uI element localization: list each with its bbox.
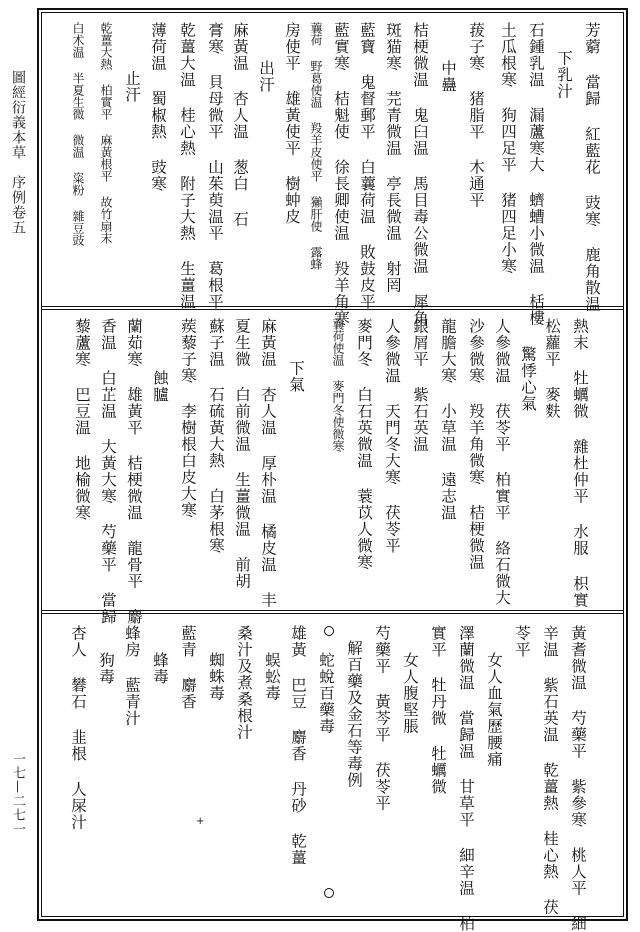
circle-marker <box>324 888 334 898</box>
text-column: 雄黃 巴豆 麝香 丹砂 乾薑 <box>289 625 307 866</box>
section-heading: 解百藥及金石等毒例 <box>345 640 363 789</box>
margin-page-number: 一七—二七一 <box>10 752 25 836</box>
text-column: 石鍾乳温 漏蘆寒大 蠐螬小微温 栝樓 <box>527 22 545 327</box>
text-column: 銀屑平 紫石英温 <box>411 318 429 453</box>
text-column: 桔梗微温 鬼臼温 馬目毒公微温 犀角 <box>411 22 429 327</box>
text-column: 夏生微 白前微温 生薑微温 前胡 <box>233 318 251 590</box>
text-column: 斑猫寒 芫青微温 亭長微温 射罔 <box>384 22 402 294</box>
plus-mark: + <box>196 816 205 827</box>
text-column: 膏寒 貝母微平 山茱萸温平 葛根平 <box>206 22 224 310</box>
section-heading: 蜘蛛毒 <box>207 652 225 702</box>
text-column: 麥門冬 白石英微温 蓑苡人微寒 <box>355 318 373 571</box>
text-column: 芍藥平 黃芩平 茯苓平 <box>373 625 391 812</box>
text-column: 乾薑大熱 柏實平 麻黃根平 故竹扇末 <box>99 22 113 244</box>
text-column: 實平 牡丹微 牡蠣微 <box>429 625 447 795</box>
text-column: 麻黃温 杏人温 葱白 石 <box>231 22 249 228</box>
text-column: 藜蘆寒 巴豆温 地榆微寒 <box>73 318 91 521</box>
text-column: 藍青 麝香 <box>179 625 197 710</box>
text-column: 藍寶 鬼督郵平 白蘘荷温 敗鼓皮平 <box>358 22 376 310</box>
section-heading: 止汗 <box>123 70 141 103</box>
text-column: 人參微温 茯苓平 柏實平 絡石微大 <box>493 318 511 606</box>
text-column: 杏人 礬石 韭根 人屎汁 <box>69 625 87 831</box>
section-heading: 狗毒 <box>97 652 115 685</box>
text-column: 沙參微寒 羖羊角微寒 桔梗微温 <box>467 318 485 571</box>
text-column: 芳藭 當歸 紅藍花 豉寒 鹿角散温 <box>583 22 601 313</box>
text-column: 麻黃温 杏人温 厚朴温 橘皮温 丰 <box>259 318 277 609</box>
section-heading: 蝕臚 <box>151 370 169 403</box>
text-column: 人參微温 天門冬大寒 茯苓平 <box>383 318 401 554</box>
text-column: 房使平 雄黃使平 樹蚛皮 <box>283 22 301 225</box>
section-heading: 中蠱 <box>439 60 457 93</box>
text-column: 熱末 牡蠣微 雜杜仲平 水服 枳實 <box>571 318 589 609</box>
text-column: 薄荷温 蜀椒熱 豉寒 <box>149 22 167 192</box>
section-heading: 出汗 <box>257 60 275 93</box>
text-column: 乾薑大温 桂心熱 附子大熱 生薑温 <box>178 22 196 310</box>
text-column: 藍實寒 桔魁使 徐長卿使温 羖羊角寒 <box>332 22 350 327</box>
text-column: 白术温 半夏生微 微温 粢粉 雜豆豉 <box>71 22 85 246</box>
text-column: 香温 白芷温 大黃大寒 芍藥平 當歸 <box>99 318 117 625</box>
text-column: 菝子寒 猪脂平 木通平 <box>467 22 485 209</box>
text-column: 桑汁及煮桑根汁 <box>235 625 253 741</box>
section-heading: 驚悸心氣 <box>519 346 537 412</box>
text-column: 土瓜根寒 狗四足平 猪四足小寒 <box>499 22 517 275</box>
text-column: 蘇子温 石硫黃大熱 白茅根寒 <box>207 318 225 554</box>
section-heading: 下氣 <box>287 360 305 393</box>
text-column: 蘭茹寒 雄黃平 桔梗微温 龍骨平 麝 <box>125 318 143 625</box>
section-heading: 蜂毒 <box>151 652 169 685</box>
circle-marker <box>324 626 334 636</box>
section-heading: 女人腹堅脹 <box>401 652 419 735</box>
section-heading: 蛇蛻百藥毒 <box>317 652 335 735</box>
text-column: 蒺藜子寒 李樹根白皮大寒 <box>179 318 197 519</box>
section-heading: 下乳汁 <box>555 50 573 100</box>
text-column: 松蘿平 麥麩 <box>543 318 561 420</box>
section-heading: 女人血氣歷腰痛 <box>485 652 503 768</box>
text-column: 蜂房 藍青汁 <box>123 625 141 727</box>
text-column: 蘘荷使温 麥門冬使微寒 <box>331 318 345 452</box>
text-column: 苓平 <box>513 625 531 658</box>
margin-title: 圖經衍義本草 序例卷五 <box>10 70 26 235</box>
section-heading: 蜈蚣毒 <box>263 652 281 702</box>
text-column: 黃耆微温 芍藥平 紫參寒 桃人平 細 <box>569 625 587 932</box>
text-column: 龍膽大寒 小草温 遠志温 <box>439 318 457 521</box>
text-column: 澤蘭微温 當歸温 甘草平 細辛温 柏 <box>457 625 475 932</box>
text-column: 辛温 紫石英温 乾薑熱 桂心熱 茯 <box>541 625 559 916</box>
text-column: 蘘荷 野葛使温 羖羊皮使平 獺肝使 露蜂 <box>309 22 323 270</box>
